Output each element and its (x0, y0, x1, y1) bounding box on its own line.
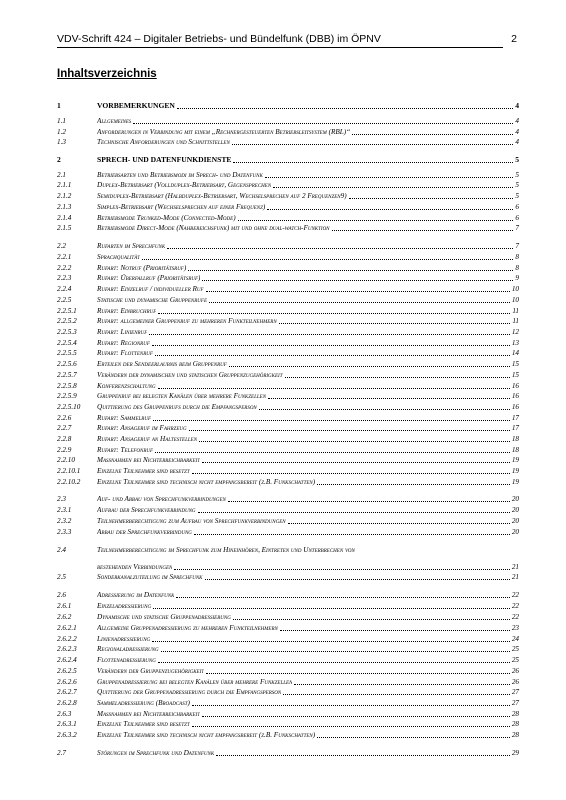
toc-entry-number: 2.2.3 (57, 274, 72, 282)
toc-leader-dots (133, 123, 513, 124)
toc-entry-text: Duplex-Betriebsart (Vollduplex-Betriebsart, Gegensprechen (97, 181, 272, 189)
toc-entry-number: 2.6.3 (57, 710, 72, 718)
toc-entry-page: 13 (511, 339, 519, 347)
toc-entry[interactable] (57, 137, 519, 147)
toc-entry-number: 2.7 (57, 749, 66, 757)
toc-entry-text: Aufbau der Sprechfunkverbindung (97, 506, 196, 514)
toc-entry-page: 10 (511, 285, 519, 293)
toc-entry-page: 28 (511, 731, 519, 739)
toc-entry-text-continued: bestehenden Verbindungen (97, 563, 173, 571)
toc-entry[interactable] (57, 527, 519, 537)
toc-leader-dots (174, 569, 509, 570)
toc-entry[interactable] (57, 223, 519, 233)
toc-leader-dots (232, 144, 514, 145)
header-title: VDV-Schrift 424 – Digitaler Betriebs- und Bündelfunk (DBB) im ÖPNV (57, 33, 381, 45)
toc-entry-page: 20 (511, 517, 519, 525)
toc-leader-dots (149, 334, 510, 335)
toc-leader-dots (142, 259, 513, 260)
toc-entry-page: 22 (511, 602, 519, 610)
toc-entry-text: Erteilen der Sendeerlaubnis beim Gruppenruf (97, 360, 227, 368)
toc-leader-dots (349, 198, 514, 199)
toc-entry-number: 2.6.2.5 (57, 667, 77, 675)
toc-entry[interactable] (57, 127, 519, 137)
toc-entry-number: 2.6.2.4 (57, 656, 77, 664)
toc-leader-dots (332, 230, 514, 231)
toc-entry-page: 19 (511, 478, 519, 486)
toc-entry-number: 2.2 (57, 242, 66, 250)
toc-entry-number: 2.2.6 (57, 414, 72, 422)
toc-entry-number: 1.1 (57, 117, 66, 125)
toc-entry-page: 15 (511, 360, 519, 368)
toc-entry[interactable] (57, 572, 519, 582)
toc-entry[interactable] (57, 202, 519, 212)
toc-entry-page: 4 (515, 128, 519, 136)
toc-entry-page: 21 (511, 573, 519, 581)
toc-entry-page: 17 (511, 414, 519, 422)
toc-leader-dots (267, 209, 513, 210)
toc-leader-dots (202, 716, 510, 717)
toc-entry[interactable] (57, 327, 519, 337)
toc-entry-page: 26 (511, 678, 519, 686)
toc-entry-text: Linienadressierung (97, 635, 151, 643)
toc-entry-text: Konferenzschaltung (97, 382, 156, 390)
toc-entry[interactable] (57, 709, 519, 719)
toc-leader-dots (209, 302, 510, 303)
toc-entry-number: 2.2.5.2 (57, 317, 77, 325)
toc-entry-page: 19 (511, 456, 519, 464)
toc-entry-text: Betriebsmode Direct-Mode (Nahbereichsfunk) mit und ohne dual-watch-Funktion (97, 224, 330, 232)
toc-entry-text: Rufart: Sammelruf (97, 414, 152, 422)
toc-entry-number: 2.2.10.2 (57, 478, 81, 486)
toc-leader-dots (238, 220, 514, 221)
toc-entry[interactable] (57, 180, 519, 190)
toc-entry-number: 2.3.3 (57, 528, 72, 536)
toc-entry[interactable] (57, 263, 519, 273)
toc-entry-number: 2.2.10 (57, 456, 75, 464)
toc-entry-page: 16 (511, 392, 519, 400)
toc-entry-text: Rufart: Ansageruf an Haltestellen (97, 435, 198, 443)
toc-entry-page: 27 (511, 688, 519, 696)
toc-leader-dots (194, 534, 510, 535)
toc-entry-page: 24 (511, 635, 519, 643)
toc-entry-text: Einzelne Teilnehmer sind technisch nicht empfangsbereit (z.B. Funkschatten) (97, 478, 316, 486)
toc-leader-dots (294, 684, 509, 685)
toc-entry[interactable] (57, 466, 519, 476)
toc-entry-text: Quittierung der Gruppenadressierung durch die Empfangsperson (97, 688, 282, 696)
toc-entry-text: Rufart: Telefonruf (97, 446, 154, 454)
toc-entry[interactable] (57, 101, 519, 111)
toc-leader-dots (283, 694, 510, 695)
toc-entry-text: Rufarten im Sprechfunk (97, 242, 166, 250)
toc-entry-text: Teilnehmerberechtigung zum Aufbau von Sprechfunkverbindungen (97, 517, 286, 525)
toc-leader-dots (158, 313, 510, 314)
toc-entry[interactable] (57, 516, 519, 526)
toc-leader-dots (228, 501, 510, 502)
toc-entry-page: 28 (511, 710, 519, 718)
toc-entry[interactable] (57, 601, 519, 611)
toc-entry-text: Rufart: Flottenruf (97, 349, 153, 357)
toc-entry-page: 17 (511, 424, 519, 432)
toc-entry-text: Auf- und Abbau von Sprechfunkverbindungen (97, 495, 226, 503)
toc-entry-text: Teilnehmerberechtigung im Sprechfunk zum Hineinhören, Eintreten und Unterbrechen von (97, 546, 355, 554)
toc-entry-number: 2.3.1 (57, 506, 72, 514)
toc-entry-number: 2.6.2.1 (57, 624, 77, 632)
toc-entry-page: 15 (511, 371, 519, 379)
toc-entry[interactable] (57, 402, 519, 412)
toc-entry[interactable] (57, 687, 519, 697)
toc-entry-page: 18 (511, 435, 519, 443)
toc-entry-page: 14 (511, 349, 519, 357)
toc-entry-text: Betriebsarten und Betriebsmodi im Sprech- und Datenfunk (97, 171, 263, 179)
toc-entry[interactable] (57, 666, 519, 676)
toc-entry[interactable] (57, 494, 519, 504)
toc-entry-page: 5 (515, 181, 519, 189)
toc-entry[interactable] (57, 241, 519, 251)
toc-leader-dots (265, 177, 514, 178)
toc-entry[interactable] (57, 155, 519, 165)
toc-entry[interactable] (57, 170, 519, 180)
toc-leader-dots (152, 345, 510, 346)
toc-entry[interactable] (57, 730, 519, 740)
toc-entry-page: 18 (511, 446, 519, 454)
toc-entry[interactable] (57, 505, 519, 515)
toc-entry-number: 2.6.2.7 (57, 688, 77, 696)
toc-entry[interactable] (57, 590, 519, 600)
toc-entry[interactable] (57, 477, 519, 487)
toc-entry-page: 6 (515, 214, 519, 222)
toc-entry-page: 8 (515, 253, 519, 261)
toc-entry-page: 7 (515, 224, 519, 232)
toc-entry-page: 25 (511, 645, 519, 653)
toc-entry-page: 8 (515, 264, 519, 272)
toc-entry-page: 11 (512, 307, 519, 315)
toc-entry-number: 2.6.3.1 (57, 720, 77, 728)
toc-leader-dots (199, 441, 510, 442)
toc-entry-text: VORBEMERKUNGEN (97, 101, 175, 110)
toc-entry-number: 2.2.5.4 (57, 339, 77, 347)
toc-entry-text: Regionaladressierung (97, 645, 159, 653)
toc-entry-text: Allgemeine Gruppenadressierung zu mehreren Funkteilnehmern (97, 624, 278, 632)
toc-entry-text: Sammeladressierung (Broadcast) (97, 699, 190, 707)
toc-entry[interactable] (57, 655, 519, 665)
toc-leader-dots (192, 473, 510, 474)
toc-entry[interactable] (57, 381, 519, 391)
toc-entry[interactable] (57, 719, 519, 729)
toc-entry[interactable] (57, 295, 519, 305)
toc-entry-page: 25 (511, 656, 519, 664)
toc-entry-number: 2.2.10.1 (57, 467, 81, 475)
toc-entry-number: 2.3 (57, 495, 66, 503)
toc-entry[interactable] (57, 370, 519, 380)
toc-entry-text: Rufart: allgemeiner Gruppenruf zu mehreren Funkteilnehmern (97, 317, 277, 325)
toc-entry[interactable] (57, 316, 519, 326)
toc-entry-number: 2.1.1 (57, 181, 72, 189)
toc-entry-number: 1 (57, 101, 61, 110)
toc-leader-dots (158, 662, 510, 663)
toc-entry-text: Gruppenadressierung bei belegten Kanälen über mehrere Funkzellen (97, 678, 293, 686)
toc-entry-number: 2.2.5.7 (57, 371, 77, 379)
toc-entry[interactable] (57, 434, 519, 444)
toc-entry[interactable] (57, 545, 519, 572)
header-page-number: 2 (511, 33, 517, 45)
toc-entry[interactable] (57, 623, 519, 633)
toc-leader-dots (285, 377, 510, 378)
toc-entry-page: 12 (511, 328, 519, 336)
toc-entry-number: 2.1.2 (57, 192, 72, 200)
toc-leader-dots (192, 705, 510, 706)
toc-entry-page: 23 (511, 624, 519, 632)
toc-entry-text: Abbau der Sprechfunkverbindung (97, 528, 192, 536)
toc-entry-page: 4 (515, 117, 519, 125)
toc-entry-page: 22 (511, 613, 519, 621)
toc-leader-dots (189, 430, 510, 431)
toc-leader-dots (188, 270, 513, 271)
toc-entry-text: Maßnahmen bei Nichterreichbarkeit (97, 710, 200, 718)
toc-entry-page: 10 (511, 296, 519, 304)
toc-entry-number: 2.2.1 (57, 253, 72, 261)
toc-entry-number: 2.6.1 (57, 602, 72, 610)
toc-entry-text: Statische und dynamische Gruppenrufe (97, 296, 208, 304)
toc-leader-dots (259, 409, 510, 410)
toc-entry-number: 2.2.5.5 (57, 349, 77, 357)
page-title: Inhaltsverzeichnis (57, 68, 157, 80)
toc-entry-text: Rufart: Einzelruf / individueller Ruf (97, 285, 204, 293)
toc-entry-text: Rufart: Regionruf (97, 339, 150, 347)
header-rule (57, 47, 503, 48)
toc-entry-page: 9 (515, 274, 519, 282)
toc-entry-text: Flottenadressierung (97, 656, 156, 664)
toc-entry-number: 2.4 (57, 546, 66, 554)
toc-entry-page: 11 (512, 317, 519, 325)
toc-entry-page: 26 (511, 667, 519, 675)
toc-leader-dots (161, 651, 510, 652)
toc-entry-text: Sonderkanalzuteilung im Sprechfunk (97, 573, 203, 581)
toc-entry-number: 2.2.5.9 (57, 392, 77, 400)
toc-entry-number: 1.2 (57, 128, 66, 136)
toc-leader-dots (206, 673, 510, 674)
toc-entry-number: 2.1.5 (57, 224, 72, 232)
toc-entry-page: 16 (511, 382, 519, 390)
toc-entry-page: 28 (511, 720, 519, 728)
toc-leader-dots (153, 608, 510, 609)
toc-entry-page: 20 (511, 495, 519, 503)
toc-entry-page: 27 (511, 699, 519, 707)
toc-entry-text: Verändern der dynamischen und statischen Gruppenzugehörigkeit (97, 371, 283, 379)
toc-entry-page: 6 (515, 203, 519, 211)
toc-entry-text: Technische Anforderungen und Schnittstellen (97, 138, 230, 146)
toc-leader-dots (202, 280, 513, 281)
toc-entry-number: 2.2.5.8 (57, 382, 77, 390)
toc-entry-text: Simplex-Betriebsart (Wechselsprechen auf einer Frequenz) (97, 203, 266, 211)
toc-leader-dots (273, 187, 513, 188)
toc-entry-number: 2.3.2 (57, 517, 72, 525)
toc-entry-number: 2.2.5.1 (57, 307, 77, 315)
toc-leader-dots (198, 512, 510, 513)
toc-entry-number: 2.1 (57, 171, 66, 179)
toc-entry-text: Einzelne Teilnehmer sind technisch nicht empfangsbereit (z.B. Funkschatten) (97, 731, 316, 739)
toc-entry-text: Einzeladressierung (97, 602, 152, 610)
toc-entry-number: 2.6.2.2 (57, 635, 77, 643)
toc-leader-dots (192, 726, 510, 727)
toc-entry-number: 2.1.3 (57, 203, 72, 211)
toc-entry-page: 5 (515, 192, 519, 200)
toc-entry[interactable] (57, 348, 519, 358)
toc-entry[interactable] (57, 252, 519, 262)
toc-leader-dots (206, 291, 510, 292)
toc-entry[interactable] (57, 273, 519, 283)
toc-entry-number: 1.3 (57, 138, 66, 146)
toc-entry-page: 7 (515, 242, 519, 250)
toc-leader-dots (280, 630, 510, 631)
toc-entry-text: Maßnahmen bei Nichterreichbarkeit (97, 456, 200, 464)
toc-entry-number: 2.2.5 (57, 296, 72, 304)
toc-entry-number: 2 (57, 155, 61, 164)
toc-entry-text: Rufart: Linienruf (97, 328, 148, 336)
toc-leader-dots (229, 366, 510, 367)
toc-leader-dots (152, 641, 510, 642)
toc-entry-text: Anforderungen in Verbindung mit einem „Rechnergesteuerten Betriebsleitsystem (RBL)“ (97, 128, 351, 136)
toc-entry-number: 2.2.5.6 (57, 360, 77, 368)
toc-leader-dots (176, 597, 509, 598)
toc-entry-number: 2.6.2.8 (57, 699, 77, 707)
toc-entry-page: 22 (511, 591, 519, 599)
toc-leader-dots (233, 619, 510, 620)
toc-entry-text: Rufart: Einbruchruf (97, 307, 157, 315)
toc-leader-dots (205, 579, 510, 580)
toc-leader-dots (233, 162, 513, 163)
toc-leader-dots (167, 248, 513, 249)
toc-entry[interactable] (57, 338, 519, 348)
toc-leader-dots (216, 755, 510, 756)
toc-entry-number: 2.2.8 (57, 435, 72, 443)
toc-entry[interactable] (57, 748, 519, 758)
toc-entry[interactable] (57, 306, 519, 316)
toc-entry-text: SPRECH- UND DATENFUNKDIENSTE (97, 155, 232, 164)
toc-entry-text: Einzelne Teilnehmer sind besetzt (97, 720, 190, 728)
toc-leader-dots (155, 452, 510, 453)
toc-entry-text: Rufart: Notruf (Prioritätsruf) (97, 264, 187, 272)
toc-entry-page: 5 (515, 155, 519, 164)
toc-entry-number: 2.2.5.3 (57, 328, 77, 336)
toc-entry-number: 2.5 (57, 573, 66, 581)
toc-entry-text: Semiduplex-Betriebsart (Halbduplex-Betriebsart, Wechselsprechen auf 2 Frequenzen9) (97, 192, 347, 200)
toc-entry[interactable] (57, 677, 519, 687)
toc-entry-page: 20 (511, 528, 519, 536)
toc-entry-number: 2.2.4 (57, 285, 72, 293)
toc-entry-page: 4 (515, 138, 519, 146)
toc-leader-dots (202, 462, 510, 463)
toc-entry-text: Allgemeines (97, 117, 132, 125)
toc-entry-number: 2.2.5.10 (57, 403, 81, 411)
toc-entry-page: 20 (511, 506, 519, 514)
toc-entry-number: 2.6.2.3 (57, 645, 77, 653)
toc-entry[interactable] (57, 612, 519, 622)
toc-entry-number: 2.6.2 (57, 613, 72, 621)
toc-entry[interactable] (57, 698, 519, 708)
toc-entry[interactable] (57, 391, 519, 401)
toc-entry-text: Störungen im Sprechfunk und Datenfunk (97, 749, 215, 757)
toc-entry-number: 2.2.7 (57, 424, 72, 432)
toc-entry-page: 4 (515, 101, 519, 110)
toc-entry-number: 2.6.2.6 (57, 678, 77, 686)
toc-entry-text: Betriebsmode Trunked-Mode (Connected-Mode) (97, 214, 236, 222)
toc-entry-text: Rufart: Ansageruf im Fahrzeug (97, 424, 187, 432)
toc-entry-page: 21 (511, 563, 519, 571)
toc-leader-dots (317, 484, 510, 485)
toc-entry[interactable] (57, 284, 519, 294)
toc-entry[interactable] (57, 455, 519, 465)
toc-entry-number: 2.6 (57, 591, 66, 599)
toc-entry-number: 2.1.4 (57, 214, 72, 222)
toc-leader-dots (288, 523, 510, 524)
toc-entry-number: 2.2.2 (57, 264, 72, 272)
toc-entry[interactable] (57, 413, 519, 423)
toc-entry-text: Einzelne Teilnehmer sind besetzt (97, 467, 190, 475)
toc-entry-page: 19 (511, 467, 519, 475)
toc-entry-page: 29 (511, 749, 519, 757)
toc-entry-page: 16 (511, 403, 519, 411)
toc-leader-dots (155, 355, 510, 356)
toc-entry-page: 5 (515, 171, 519, 179)
toc-entry-text: Adressierung im Datenfunk (97, 591, 175, 599)
toc-leader-dots (268, 398, 510, 399)
toc-entry-text: Sprachqualität (97, 253, 141, 261)
toc-entry[interactable] (57, 191, 519, 201)
toc-entry-number: 2.6.3.2 (57, 731, 77, 739)
toc-entry-text: Gruppenruf bei belegten Kanälen über mehrere Funkzellen (97, 392, 267, 400)
toc-entry[interactable] (57, 116, 519, 126)
toc-entry-number: 2.2.9 (57, 446, 72, 454)
toc-entry-text: Rufart: Überfallruf (Prioritätsruf) (97, 274, 201, 282)
toc-entry[interactable] (57, 634, 519, 644)
toc-leader-dots (352, 134, 513, 135)
toc-entry[interactable] (57, 359, 519, 369)
toc-entry-text: Verändern der Gruppenzugehörigkeit (97, 667, 205, 675)
toc-entry[interactable] (57, 423, 519, 433)
toc-entry[interactable] (57, 213, 519, 223)
toc-leader-dots (153, 420, 510, 421)
toc-entry[interactable] (57, 644, 519, 654)
toc-entry-text: Quittierung des Gruppenrufs durch die Empfangsperson (97, 403, 257, 411)
toc-leader-dots (177, 108, 513, 109)
toc-leader-dots (158, 388, 510, 389)
toc-entry-text: Dynamische und statische Gruppenadressierung (97, 613, 231, 621)
toc-leader-dots (279, 323, 511, 324)
toc-leader-dots (317, 737, 510, 738)
toc-entry[interactable] (57, 445, 519, 455)
